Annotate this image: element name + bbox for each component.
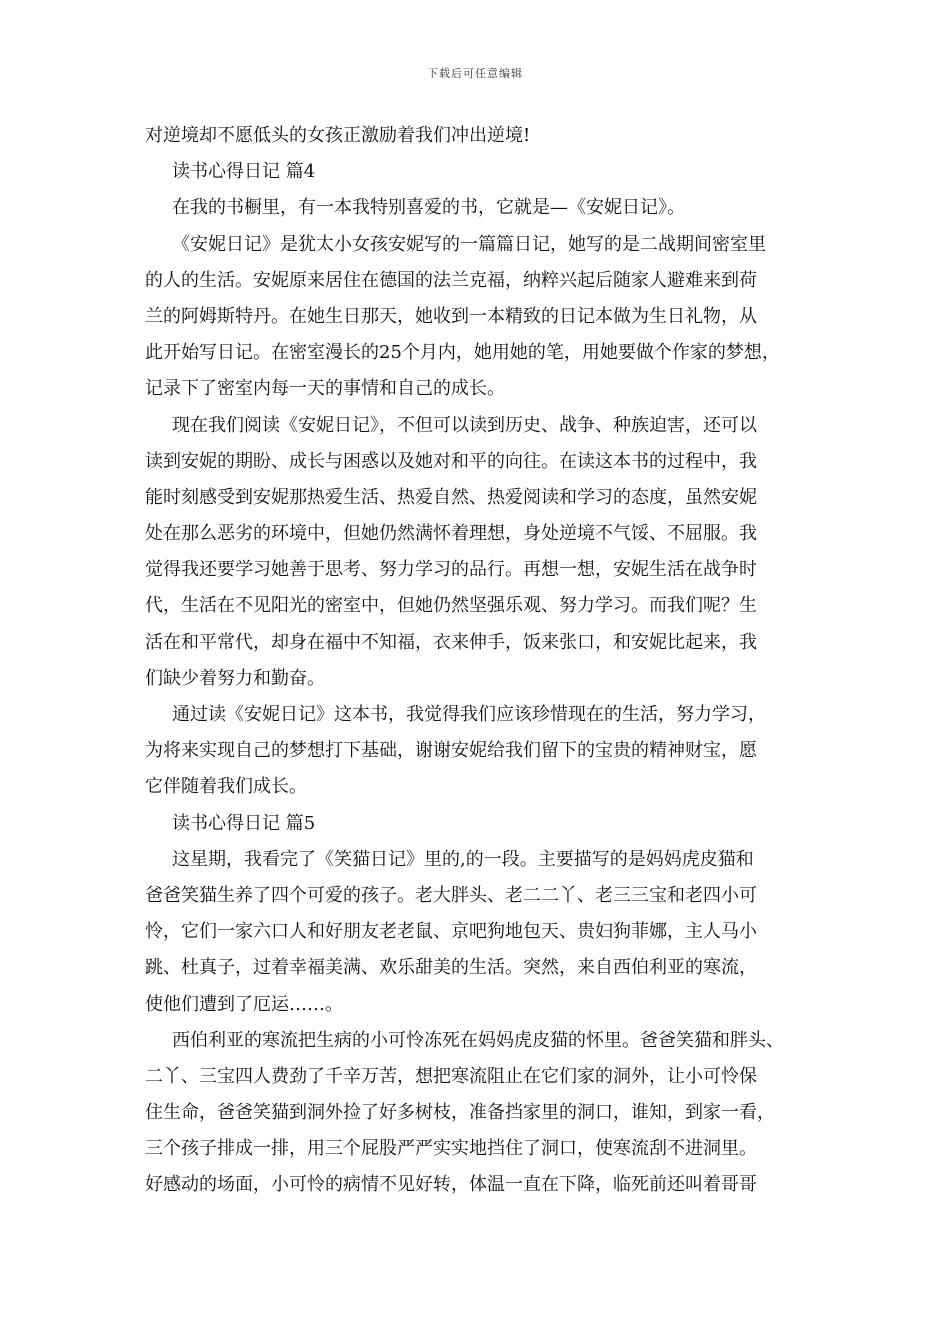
- text-line: 兰的阿姆斯特丹。在她生日那天，她收到一本精致的日记本做为生日礼物，从: [145, 305, 757, 327]
- text-line: 好感动的场面，小可怜的病情不见好转，体温一直在下降，临死前还叫着哥哥: [145, 1174, 757, 1196]
- text-line: 现在我们阅读《安妮日记》，不但可以读到历史、战争、种族迫害，还可以: [172, 414, 757, 436]
- text-line: 它伴随着我们成长。: [145, 776, 307, 798]
- text-line: 西伯利亚的寒流把生病的小可怜冻死在妈妈虎皮猫的怀里。爸爸笑猫和胖头、: [172, 1029, 784, 1051]
- text-line: 这星期，我看完了《笑猫日记》里的,的一段。主要描写的是妈妈虎皮猫和: [172, 848, 754, 870]
- text-line: 觉得我还要学习她善于思考、努力学习的品行。再想一想，安妮生活在战争时: [145, 559, 757, 581]
- text-line: 读到安妮的期盼、成长与困惑以及她对和平的向往。在读这本书的过程中，我: [145, 450, 757, 472]
- text-line: 处在那么恶劣的环境中，但她仍然满怀着理想，身处逆境不气馁、不屈服。我: [145, 523, 757, 545]
- text-line: 为将来实现自己的梦想打下基础，谢谢安妮给我们留下的宝贵的精神财宝，愿: [145, 740, 757, 762]
- text-line: 跳、杜真子，过着幸福美满、欢乐甜美的生活。突然，来自西伯利亚的寒流，: [145, 957, 757, 979]
- text-line: 此开始写日记。在密室漫长的25个月内，她用她的笔，用她要做个作家的梦想，: [145, 342, 780, 364]
- text-line: 记录下了密室内每一天的事情和自己的成长。: [145, 378, 505, 400]
- text-line: 们缺少着努力和勤奋。: [145, 667, 325, 689]
- text-line: 的人的生活。安妮原来居住在德国的法兰克福，纳粹兴起后随家人避难来到荷: [145, 269, 757, 291]
- text-line: 住生命，爸爸笑猫到洞外捡了好多树枝，准备挡家里的洞口，谁知，到家一看，: [145, 1102, 775, 1124]
- page-header: 下载后可任意编辑: [427, 67, 523, 80]
- text-line: 使他们遭到了厄运……。: [145, 993, 343, 1015]
- text-line: 通过读《安妮日记》这本书，我觉得我们应该珍惜现在的生活，努力学习，: [172, 704, 766, 725]
- text-line: 读书心得日记 篇4: [172, 161, 316, 183]
- text-line: 三个孩子排成一排，用三个屁股严严实实地挡住了洞口，使寒流刮不进洞里。: [145, 1138, 757, 1160]
- text-line: 对逆境却不愿低头的女孩正激励着我们冲出逆境!: [145, 125, 531, 146]
- document-body: [145, 118, 810, 1204]
- text-line: 活在和平常代，却身在福中不知福，衣来伸手，饭来张口，和安妮比起来，我: [145, 631, 757, 653]
- text-line: 怜，它们一家六口人和好朋友老老鼠、京吧狗地包天、贵妇狗菲娜，主人马小: [145, 921, 757, 943]
- text-line: 在我的书橱里，有一本我特别喜爱的书，它就是—《安妮日记》。: [172, 197, 685, 219]
- text-line: 二丫、三宝四人费劲了千辛万苦，想把寒流阻止在它们家的洞外，让小可怜保: [145, 1065, 757, 1087]
- text-line: 爸爸笑猫生养了四个可爱的孩子。老大胖头、老二二丫、老三三宝和老四小可: [145, 884, 757, 906]
- text-line: 《安妮日记》是犹太小女孩安妮写的一篇篇日记，她写的是二战期间密室里: [172, 233, 766, 255]
- text-line: 能时刻感受到安妮那热爱生活、热爱自然、热爱阅读和学习的态度，虽然安妮: [145, 486, 757, 508]
- text-line: 代，生活在不见阳光的密室中，但她仍然坚强乐观、努力学习。而我们呢？生: [145, 595, 757, 617]
- text-line: 读书心得日记 篇5: [172, 812, 316, 834]
